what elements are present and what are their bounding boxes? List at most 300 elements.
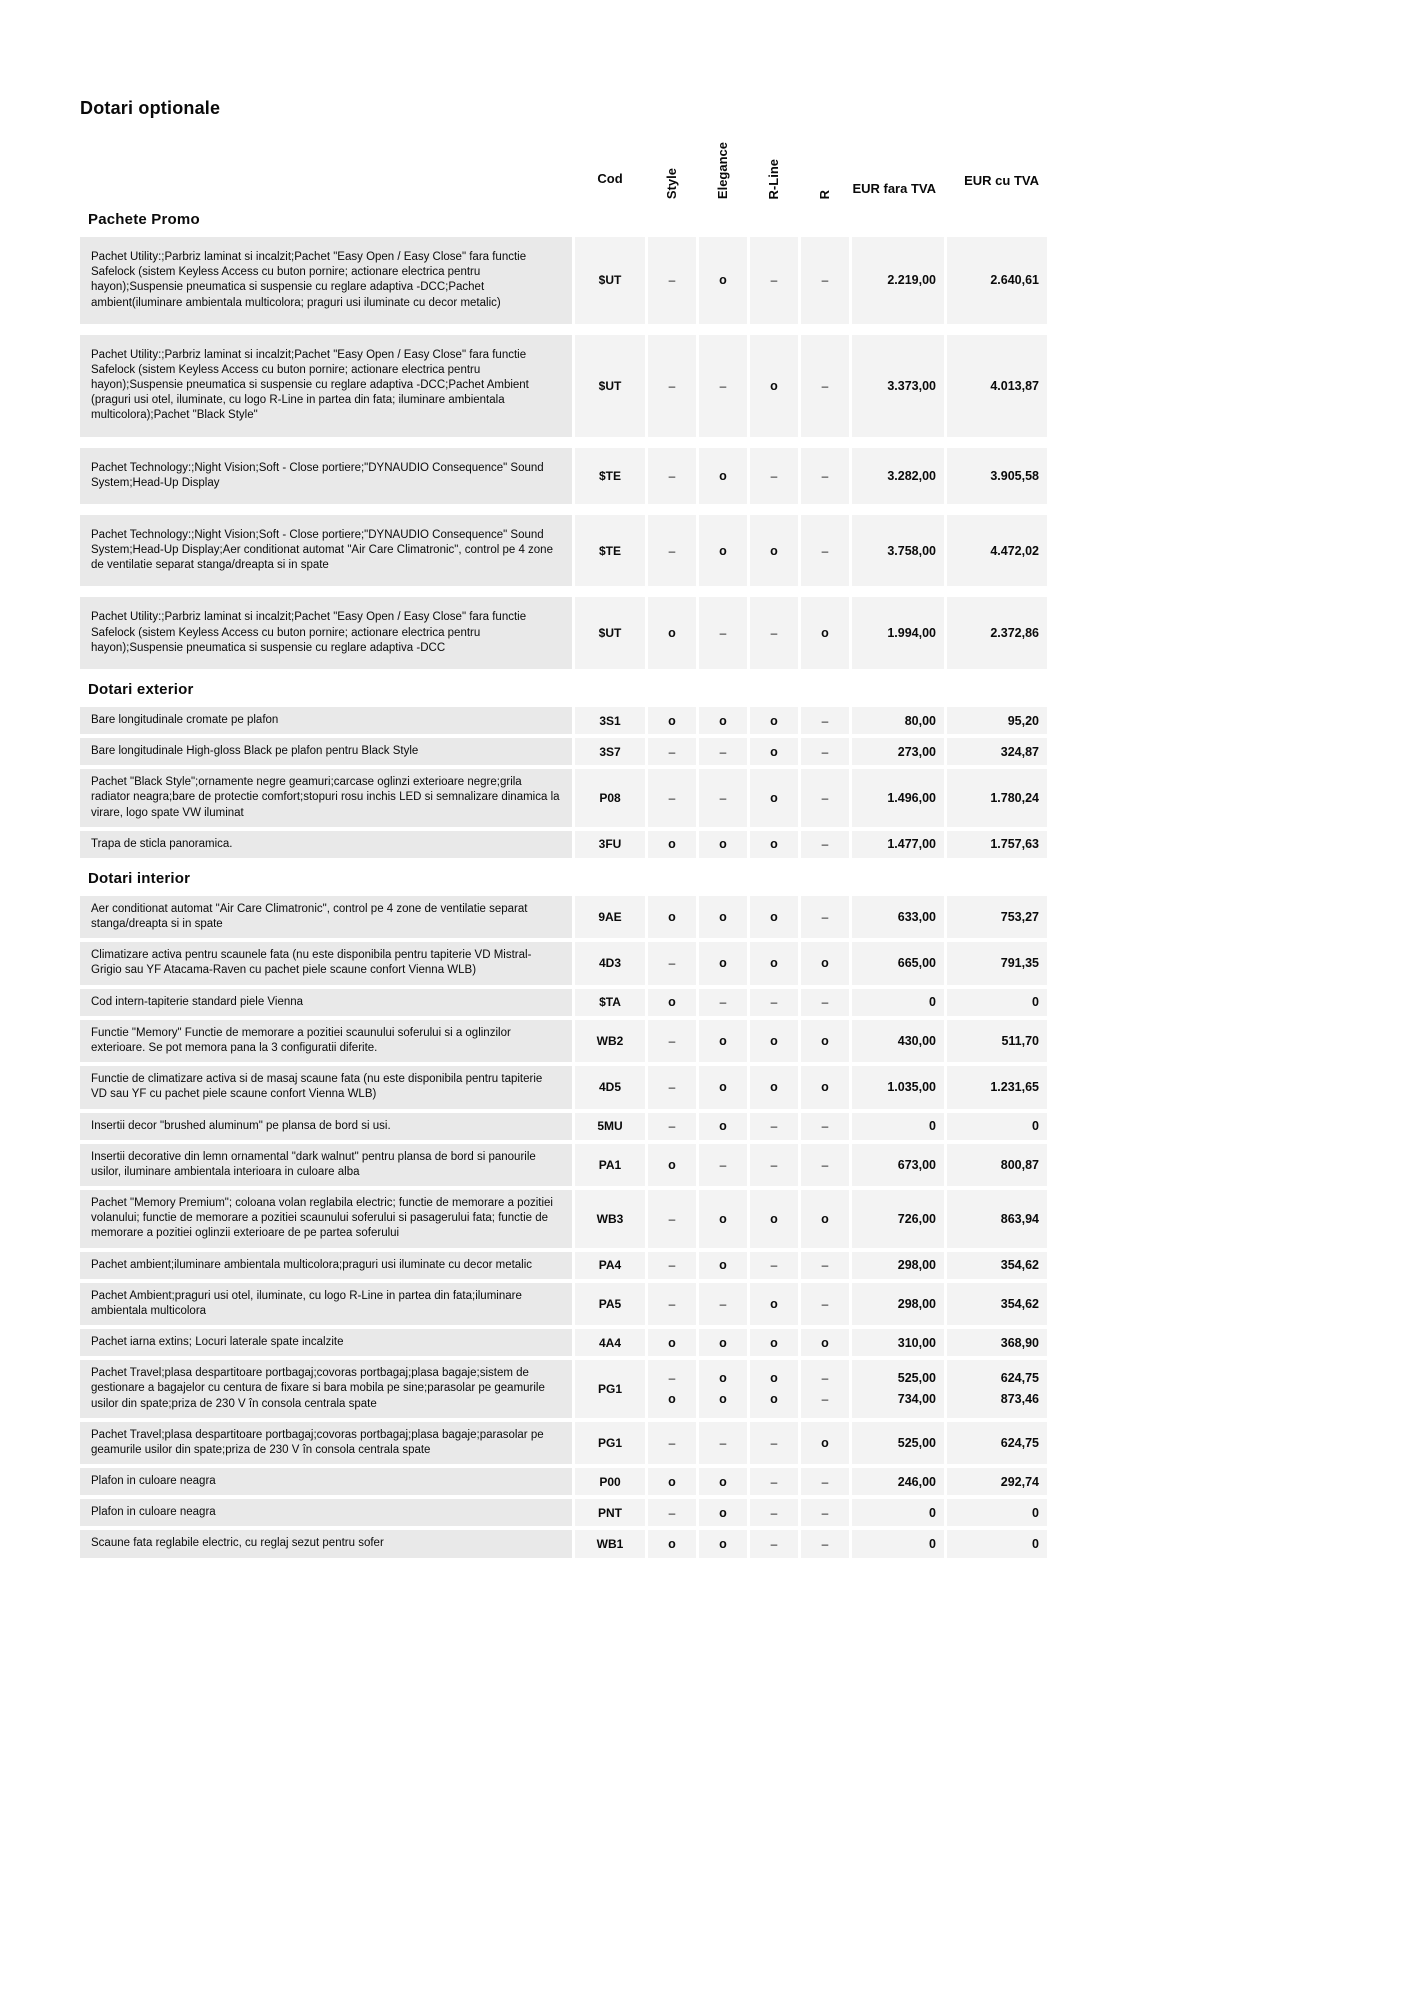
- availability-mark: –: [821, 837, 829, 852]
- column-header-elegance: [699, 142, 747, 199]
- availability-r: [801, 896, 849, 938]
- price-net-eur: [852, 1113, 944, 1140]
- availability-mark: o: [668, 1392, 676, 1407]
- price-gross-value: 873,46: [1000, 1392, 1039, 1407]
- availability-mark: o: [719, 713, 727, 728]
- availability-r: [801, 1329, 849, 1356]
- availability-mark: –: [668, 956, 676, 971]
- price-gross-value: 354,62: [1000, 1258, 1039, 1273]
- option-description: Cod intern-tapiterie standard piele Vienna: [80, 989, 572, 1016]
- price-gross-eur: [947, 448, 1047, 504]
- availability-mark: –: [821, 1157, 829, 1172]
- price-net-value: 1.035,00: [887, 1080, 936, 1095]
- option-code: 4D5: [575, 1066, 645, 1108]
- availability-r: [801, 1499, 849, 1526]
- price-gross-eur: [947, 1499, 1047, 1526]
- availability-mark: o: [719, 1119, 727, 1134]
- availability-r: [801, 515, 849, 587]
- option-description: Pachet ambient;iluminare ambientala multicolora;praguri usi iluminate cu decor metalic: [80, 1252, 572, 1279]
- availability-mark: –: [668, 1371, 676, 1386]
- availability-mark: o: [668, 995, 676, 1010]
- availability-rline: [750, 942, 798, 984]
- price-gross-value: 1.780,24: [990, 791, 1039, 806]
- availability-r: [801, 1190, 849, 1248]
- availability-r: [801, 1113, 849, 1140]
- price-gross-eur: [947, 1066, 1047, 1108]
- availability-style: [648, 707, 696, 734]
- availability-elegance: [699, 896, 747, 938]
- option-row: [80, 989, 1039, 1016]
- price-gross-eur: [947, 769, 1047, 827]
- availability-mark: –: [668, 1080, 676, 1095]
- availability-mark: –: [821, 543, 829, 558]
- availability-elegance: [699, 1252, 747, 1279]
- option-code: P00: [575, 1468, 645, 1495]
- availability-style: [648, 1190, 696, 1248]
- option-row: [80, 769, 1039, 827]
- option-description: Scaune fata reglabile electric, cu reglaj sezut pentru sofer: [80, 1530, 572, 1557]
- option-description: Insertii decorative din lemn ornamental "dark walnut" pentru plansa de bord si panourile usilor, iluminare ambientala interioara in culoare alba: [80, 1144, 572, 1186]
- availability-mark: o: [821, 1033, 829, 1048]
- availability-elegance: [699, 1144, 747, 1186]
- availability-elegance: [699, 1190, 747, 1248]
- availability-rline: [750, 1144, 798, 1186]
- availability-r: [801, 597, 849, 669]
- price-net-value: 0: [929, 1119, 936, 1134]
- option-code: P08: [575, 769, 645, 827]
- availability-mark: o: [821, 1335, 829, 1350]
- price-gross-eur: [947, 1283, 1047, 1325]
- option-description: Climatizare activa pentru scaunele fata (nu este disponibila pentru tapiterie VD Mistral-Grigio sau YF Atacama-Raven cu pachet piele scaune confort Vienna WLB): [80, 942, 572, 984]
- column-header-r-label: R: [816, 189, 832, 199]
- availability-elegance: [699, 1020, 747, 1062]
- price-gross-value: 324,87: [1000, 744, 1039, 759]
- option-description: Bare longitudinale High-gloss Black pe plafon pentru Black Style: [80, 738, 572, 765]
- availability-elegance: [699, 1113, 747, 1140]
- option-description: Pachet Travel;plasa despartitoare portbagaj;covoras portbagaj;plasa bagaje;sistem de gestionare a bagajelor cu centura de fixare si bara mobila pe sine;parasolar pe geamurile usilor din spate;priza de 230 V în consola centrala spate: [80, 1360, 572, 1418]
- price-gross-eur: [947, 1530, 1047, 1557]
- option-code: 4D3: [575, 942, 645, 984]
- option-code: PA5: [575, 1283, 645, 1325]
- availability-style: [648, 1283, 696, 1325]
- price-net-eur: [852, 1422, 944, 1464]
- availability-style: [648, 896, 696, 938]
- option-description: Pachet "Memory Premium"; coloana volan reglabila electric; functie de memorare a pozitiei volanului; functie de memorare a pozitiei scaunului soferului si pasagerului fata; functie de memorare a pozitiei oglinzii exterioare de pe partea soferului: [80, 1190, 572, 1248]
- availability-style: [648, 831, 696, 858]
- option-row: [80, 1329, 1039, 1356]
- availability-mark: o: [719, 837, 727, 852]
- section-title: Pachete Promo: [88, 211, 200, 228]
- price-gross-value: 0: [1032, 995, 1039, 1010]
- column-header-eur-cu-tva: EUR cu TVA: [964, 173, 1039, 188]
- price-gross-value: 511,70: [1001, 1033, 1039, 1048]
- option-description: Pachet Utility:;Parbriz laminat si incalzit;Pachet "Easy Open / Easy Close" fara functie Safelock (sistem Keyless Access cu buton pornire; actionare electrica pentru hayon);Suspensie pneumatica si suspensie cu reglare adaptiva -DCC: [80, 597, 572, 669]
- availability-elegance: [699, 597, 747, 669]
- availability-r: [801, 831, 849, 858]
- option-description: Pachet iarna extins; Locuri laterale spate incalzite: [80, 1329, 572, 1356]
- option-row: [80, 1499, 1039, 1526]
- price-gross-eur: [947, 515, 1047, 587]
- availability-mark: –: [821, 1537, 829, 1551]
- availability-style: [648, 769, 696, 827]
- option-description: Plafon in culoare neagra: [80, 1468, 572, 1495]
- availability-mark: –: [821, 273, 829, 288]
- availability-rline: [750, 989, 798, 1016]
- option-row: [80, 1360, 1039, 1418]
- price-net-value: 726,00: [897, 1211, 936, 1226]
- price-net-eur: [852, 515, 944, 587]
- availability-mark: –: [821, 1392, 829, 1407]
- availability-mark: o: [719, 956, 727, 971]
- option-description: Pachet Utility:;Parbriz laminat si incalzit;Pachet "Easy Open / Easy Close" fara functie Safelock (sistem Keyless Access cu buton pornire; actionare electrica pentru hayon);Suspensie pneumatica si suspensie cu reglare adaptiva -DCC;Pachet ambient(iluminare ambientala multicolora; praguri usi iluminate cu decor metalic): [80, 237, 572, 324]
- option-row: [80, 597, 1039, 669]
- option-code: PG1: [575, 1422, 645, 1464]
- availability-mark: –: [770, 995, 778, 1010]
- availability-mark: o: [770, 1296, 778, 1311]
- availability-elegance: [699, 237, 747, 324]
- price-gross-value: 95,20: [1007, 713, 1039, 728]
- option-code: 4A4: [575, 1329, 645, 1356]
- availability-r: [801, 1422, 849, 1464]
- availability-mark: –: [770, 626, 778, 641]
- price-gross-eur: [947, 1020, 1047, 1062]
- availability-mark: o: [770, 543, 778, 558]
- availability-style: [648, 1422, 696, 1464]
- option-row: [80, 1190, 1039, 1248]
- option-description: Pachet Utility:;Parbriz laminat si incalzit;Pachet "Easy Open / Easy Close" fara functie Safelock (sistem Keyless Access cu buton pornire; actionare electrica pentru hayon);Suspensie pneumatica si suspensie cu reglare adaptiva -DCC;Pachet Ambient (praguri usi otel, iluminate, cu logo R-Line in partea din fata; iluminare ambientala multicolora);Pachet "Black Style": [80, 335, 572, 437]
- price-net-eur: [852, 1360, 944, 1418]
- price-net-eur: [852, 1468, 944, 1495]
- option-code: PG1: [575, 1360, 645, 1418]
- availability-elegance: [699, 1468, 747, 1495]
- availability-mark: o: [821, 1080, 829, 1095]
- availability-r: [801, 738, 849, 765]
- availability-mark: o: [770, 791, 778, 806]
- availability-mark: o: [719, 543, 727, 558]
- availability-elegance: [699, 1422, 747, 1464]
- availability-mark: –: [668, 1119, 676, 1134]
- availability-elegance: [699, 335, 747, 437]
- availability-mark: –: [821, 995, 829, 1010]
- option-code: $TE: [575, 448, 645, 504]
- availability-r: [801, 237, 849, 324]
- option-code: $UT: [575, 597, 645, 669]
- availability-elegance: [699, 1329, 747, 1356]
- availability-style: [648, 237, 696, 324]
- availability-mark: –: [770, 1119, 778, 1134]
- price-gross-eur: [947, 1422, 1047, 1464]
- option-description: Pachet Technology:;Night Vision;Soft - Close portiere;"DYNAUDIO Consequence" Sound System;Head-Up Display;Aer conditionat automat "Air Care Climatronic", control pe 4 zone de ventilatie separat stanga/dreapta si in spate: [80, 515, 572, 587]
- availability-style: [648, 1066, 696, 1108]
- availability-mark: o: [719, 1537, 727, 1551]
- availability-mark: –: [821, 713, 829, 728]
- availability-r: [801, 942, 849, 984]
- availability-style: [648, 1252, 696, 1279]
- availability-elegance: [699, 942, 747, 984]
- availability-rline: [750, 769, 798, 827]
- price-net-eur: [852, 769, 944, 827]
- availability-r: [801, 1530, 849, 1557]
- option-row: [80, 1252, 1039, 1279]
- option-description: Pachet "Black Style";ornamente negre geamuri;carcase oglinzi exterioare negre;grila radiator neagra;bare de protectie comfort;stopuri rosu inchis LED si semnalizare dinamica la virare, logo spate VW iluminat: [80, 769, 572, 827]
- price-gross-eur: [947, 1252, 1047, 1279]
- option-row: [80, 237, 1039, 324]
- price-net-value: 80,00: [904, 713, 936, 728]
- availability-mark: –: [719, 995, 727, 1010]
- availability-mark: o: [668, 713, 676, 728]
- availability-mark: –: [821, 468, 829, 483]
- option-description: Functie "Memory" Functie de memorare a pozitiei scaunului soferului si a oglinzilor exterioare. Se pot memora pana la 3 configuratii diferite.: [80, 1020, 572, 1062]
- price-gross-eur: [947, 1113, 1047, 1140]
- option-code: $TE: [575, 515, 645, 587]
- availability-mark: –: [821, 910, 829, 925]
- availability-mark: o: [668, 1157, 676, 1172]
- availability-mark: –: [770, 1157, 778, 1172]
- availability-rline: [750, 1066, 798, 1108]
- availability-rline: [750, 515, 798, 587]
- availability-elegance: [699, 707, 747, 734]
- availability-mark: –: [668, 1296, 676, 1311]
- availability-elegance: [699, 1283, 747, 1325]
- availability-style: [648, 1113, 696, 1140]
- price-net-eur: [852, 831, 944, 858]
- price-net-eur: [852, 1283, 944, 1325]
- option-code: PA1: [575, 1144, 645, 1186]
- availability-mark: o: [770, 1033, 778, 1048]
- availability-mark: o: [770, 956, 778, 971]
- price-net-eur: [852, 1144, 944, 1186]
- availability-style: [648, 448, 696, 504]
- table-body: [80, 211, 1039, 1558]
- price-net-value: 3.373,00: [887, 378, 936, 393]
- availability-mark: –: [770, 1474, 778, 1489]
- price-gross-eur: [947, 1329, 1047, 1356]
- option-row: [80, 1066, 1039, 1108]
- price-net-eur: [852, 896, 944, 938]
- price-gross-value: 800,87: [1000, 1157, 1039, 1172]
- column-header-elegance-label: Elegance: [714, 141, 730, 199]
- availability-mark: –: [668, 1435, 676, 1450]
- column-header-style-label: Style: [663, 167, 679, 199]
- price-gross-eur: [947, 1360, 1047, 1418]
- price-gross-value: 4.013,87: [990, 378, 1039, 393]
- availability-mark: –: [719, 791, 727, 806]
- availability-r: [801, 1252, 849, 1279]
- price-gross-value: 0: [1032, 1119, 1039, 1134]
- availability-mark: –: [770, 1258, 778, 1273]
- price-net-value: 0: [929, 1537, 936, 1551]
- availability-mark: –: [821, 1296, 829, 1311]
- option-code: 5MU: [575, 1113, 645, 1140]
- price-net-value: 3.758,00: [887, 543, 936, 558]
- availability-mark: o: [770, 1371, 778, 1386]
- availability-rline: [750, 1499, 798, 1526]
- availability-mark: –: [719, 1296, 727, 1311]
- availability-mark: –: [668, 543, 676, 558]
- price-net-value: 0: [929, 1505, 936, 1520]
- availability-rline: [750, 707, 798, 734]
- availability-mark: o: [719, 1211, 727, 1226]
- availability-rline: [750, 1252, 798, 1279]
- availability-elegance: [699, 1360, 747, 1418]
- availability-mark: –: [821, 1474, 829, 1489]
- option-row: [80, 942, 1039, 984]
- availability-rline: [750, 896, 798, 938]
- availability-style: [648, 1144, 696, 1186]
- availability-rline: [750, 335, 798, 437]
- availability-mark: –: [668, 273, 676, 288]
- price-gross-value: 1.231,65: [990, 1080, 1039, 1095]
- availability-mark: o: [770, 1211, 778, 1226]
- availability-mark: o: [719, 1335, 727, 1350]
- option-description: Aer conditionat automat "Air Care Climatronic", control pe 4 zone de ventilatie separat stanga/dreapta si in spate: [80, 896, 572, 938]
- option-code: WB2: [575, 1020, 645, 1062]
- availability-rline: [750, 1530, 798, 1557]
- availability-mark: –: [821, 1119, 829, 1134]
- option-code: WB1: [575, 1530, 645, 1557]
- price-net-eur: [852, 335, 944, 437]
- availability-mark: o: [770, 1392, 778, 1407]
- price-net-value: 3.282,00: [887, 468, 936, 483]
- availability-mark: o: [668, 1474, 676, 1489]
- availability-style: [648, 1360, 696, 1418]
- option-row: [80, 1113, 1039, 1140]
- availability-mark: o: [770, 713, 778, 728]
- option-row: [80, 1422, 1039, 1464]
- price-net-eur: [852, 738, 944, 765]
- price-gross-value: 1.757,63: [990, 837, 1039, 852]
- availability-style: [648, 942, 696, 984]
- availability-mark: o: [719, 1474, 727, 1489]
- availability-mark: o: [719, 1392, 727, 1407]
- availability-mark: –: [719, 744, 727, 759]
- availability-mark: –: [668, 378, 676, 393]
- availability-mark: o: [719, 1371, 727, 1386]
- price-net-eur: [852, 597, 944, 669]
- availability-r: [801, 707, 849, 734]
- option-row: [80, 1020, 1039, 1062]
- option-description: Insertii decor "brushed aluminum" pe plansa de bord si usi.: [80, 1113, 572, 1140]
- availability-style: [648, 335, 696, 437]
- availability-mark: o: [668, 1335, 676, 1350]
- availability-mark: –: [668, 1258, 676, 1273]
- price-gross-value: 368,90: [1000, 1335, 1039, 1350]
- availability-rline: [750, 237, 798, 324]
- availability-r: [801, 1020, 849, 1062]
- column-header-eur-fara-tva: EUR fara TVA: [852, 180, 936, 196]
- availability-mark: –: [821, 791, 829, 806]
- price-gross-eur: [947, 738, 1047, 765]
- price-gross-value: 0: [1032, 1537, 1039, 1551]
- column-header-rline-label: R-Line: [765, 158, 781, 199]
- price-net-value: 734,00: [897, 1392, 936, 1407]
- price-net-value: 1.496,00: [887, 791, 936, 806]
- price-net-eur: [852, 1190, 944, 1248]
- option-description: Trapa de sticla panoramica.: [80, 831, 572, 858]
- option-code: $UT: [575, 335, 645, 437]
- availability-mark: –: [770, 1435, 778, 1450]
- availability-mark: o: [719, 468, 727, 483]
- option-code: 3S7: [575, 738, 645, 765]
- availability-mark: o: [770, 1335, 778, 1350]
- price-net-value: 430,00: [897, 1033, 936, 1048]
- availability-mark: o: [719, 1258, 727, 1273]
- availability-rline: [750, 1360, 798, 1418]
- price-gross-value: 624,75: [1000, 1371, 1039, 1386]
- table-header: [80, 121, 1039, 199]
- price-net-value: 0: [929, 995, 936, 1010]
- availability-style: [648, 738, 696, 765]
- price-gross-value: 354,62: [1000, 1296, 1039, 1311]
- availability-mark: o: [668, 837, 676, 852]
- price-net-eur: [852, 1499, 944, 1526]
- availability-mark: –: [668, 1505, 676, 1520]
- availability-mark: o: [668, 1537, 676, 1551]
- option-code: PA4: [575, 1252, 645, 1279]
- availability-rline: [750, 597, 798, 669]
- availability-mark: –: [821, 1505, 829, 1520]
- availability-mark: –: [770, 1505, 778, 1520]
- availability-r: [801, 1066, 849, 1108]
- price-net-eur: [852, 989, 944, 1016]
- availability-style: [648, 515, 696, 587]
- option-row: [80, 1283, 1039, 1325]
- page-title: Dotari optionale: [80, 98, 221, 118]
- option-code: 9AE: [575, 896, 645, 938]
- availability-style: [648, 1530, 696, 1557]
- availability-rline: [750, 1422, 798, 1464]
- price-gross-eur: [947, 831, 1047, 858]
- availability-elegance: [699, 1530, 747, 1557]
- availability-elegance: [699, 989, 747, 1016]
- availability-mark: –: [719, 1157, 727, 1172]
- availability-rline: [750, 1113, 798, 1140]
- availability-mark: o: [668, 910, 676, 925]
- availability-mark: o: [770, 1080, 778, 1095]
- availability-style: [648, 1468, 696, 1495]
- price-net-eur: [852, 237, 944, 324]
- availability-r: [801, 1144, 849, 1186]
- price-gross-value: 4.472,02: [990, 543, 1039, 558]
- availability-r: [801, 1468, 849, 1495]
- availability-elegance: [699, 515, 747, 587]
- availability-elegance: [699, 448, 747, 504]
- availability-elegance: [699, 831, 747, 858]
- availability-mark: o: [821, 626, 829, 641]
- availability-r: [801, 769, 849, 827]
- availability-mark: o: [821, 1435, 829, 1450]
- price-gross-value: 2.640,61: [990, 273, 1039, 288]
- availability-rline: [750, 1468, 798, 1495]
- availability-mark: –: [821, 1371, 829, 1386]
- price-net-value: 310,00: [897, 1335, 936, 1350]
- availability-mark: –: [821, 744, 829, 759]
- availability-r: [801, 989, 849, 1016]
- price-net-value: 525,00: [897, 1371, 936, 1386]
- price-net-value: 246,00: [897, 1474, 936, 1489]
- availability-style: [648, 1499, 696, 1526]
- price-net-value: 673,00: [897, 1157, 936, 1172]
- price-gross-eur: [947, 896, 1047, 938]
- option-row: [80, 448, 1039, 504]
- price-gross-value: 863,94: [1000, 1211, 1039, 1226]
- availability-mark: –: [668, 744, 676, 759]
- availability-mark: o: [770, 744, 778, 759]
- option-description: Pachet Travel;plasa despartitoare portbagaj;covoras portbagaj;plasa bagaje;parasolar pe geamurile usilor din spate;priza de 230 V în consola centrala spate: [80, 1422, 572, 1464]
- option-row: [80, 738, 1039, 765]
- availability-mark: o: [668, 626, 676, 641]
- availability-mark: o: [770, 837, 778, 852]
